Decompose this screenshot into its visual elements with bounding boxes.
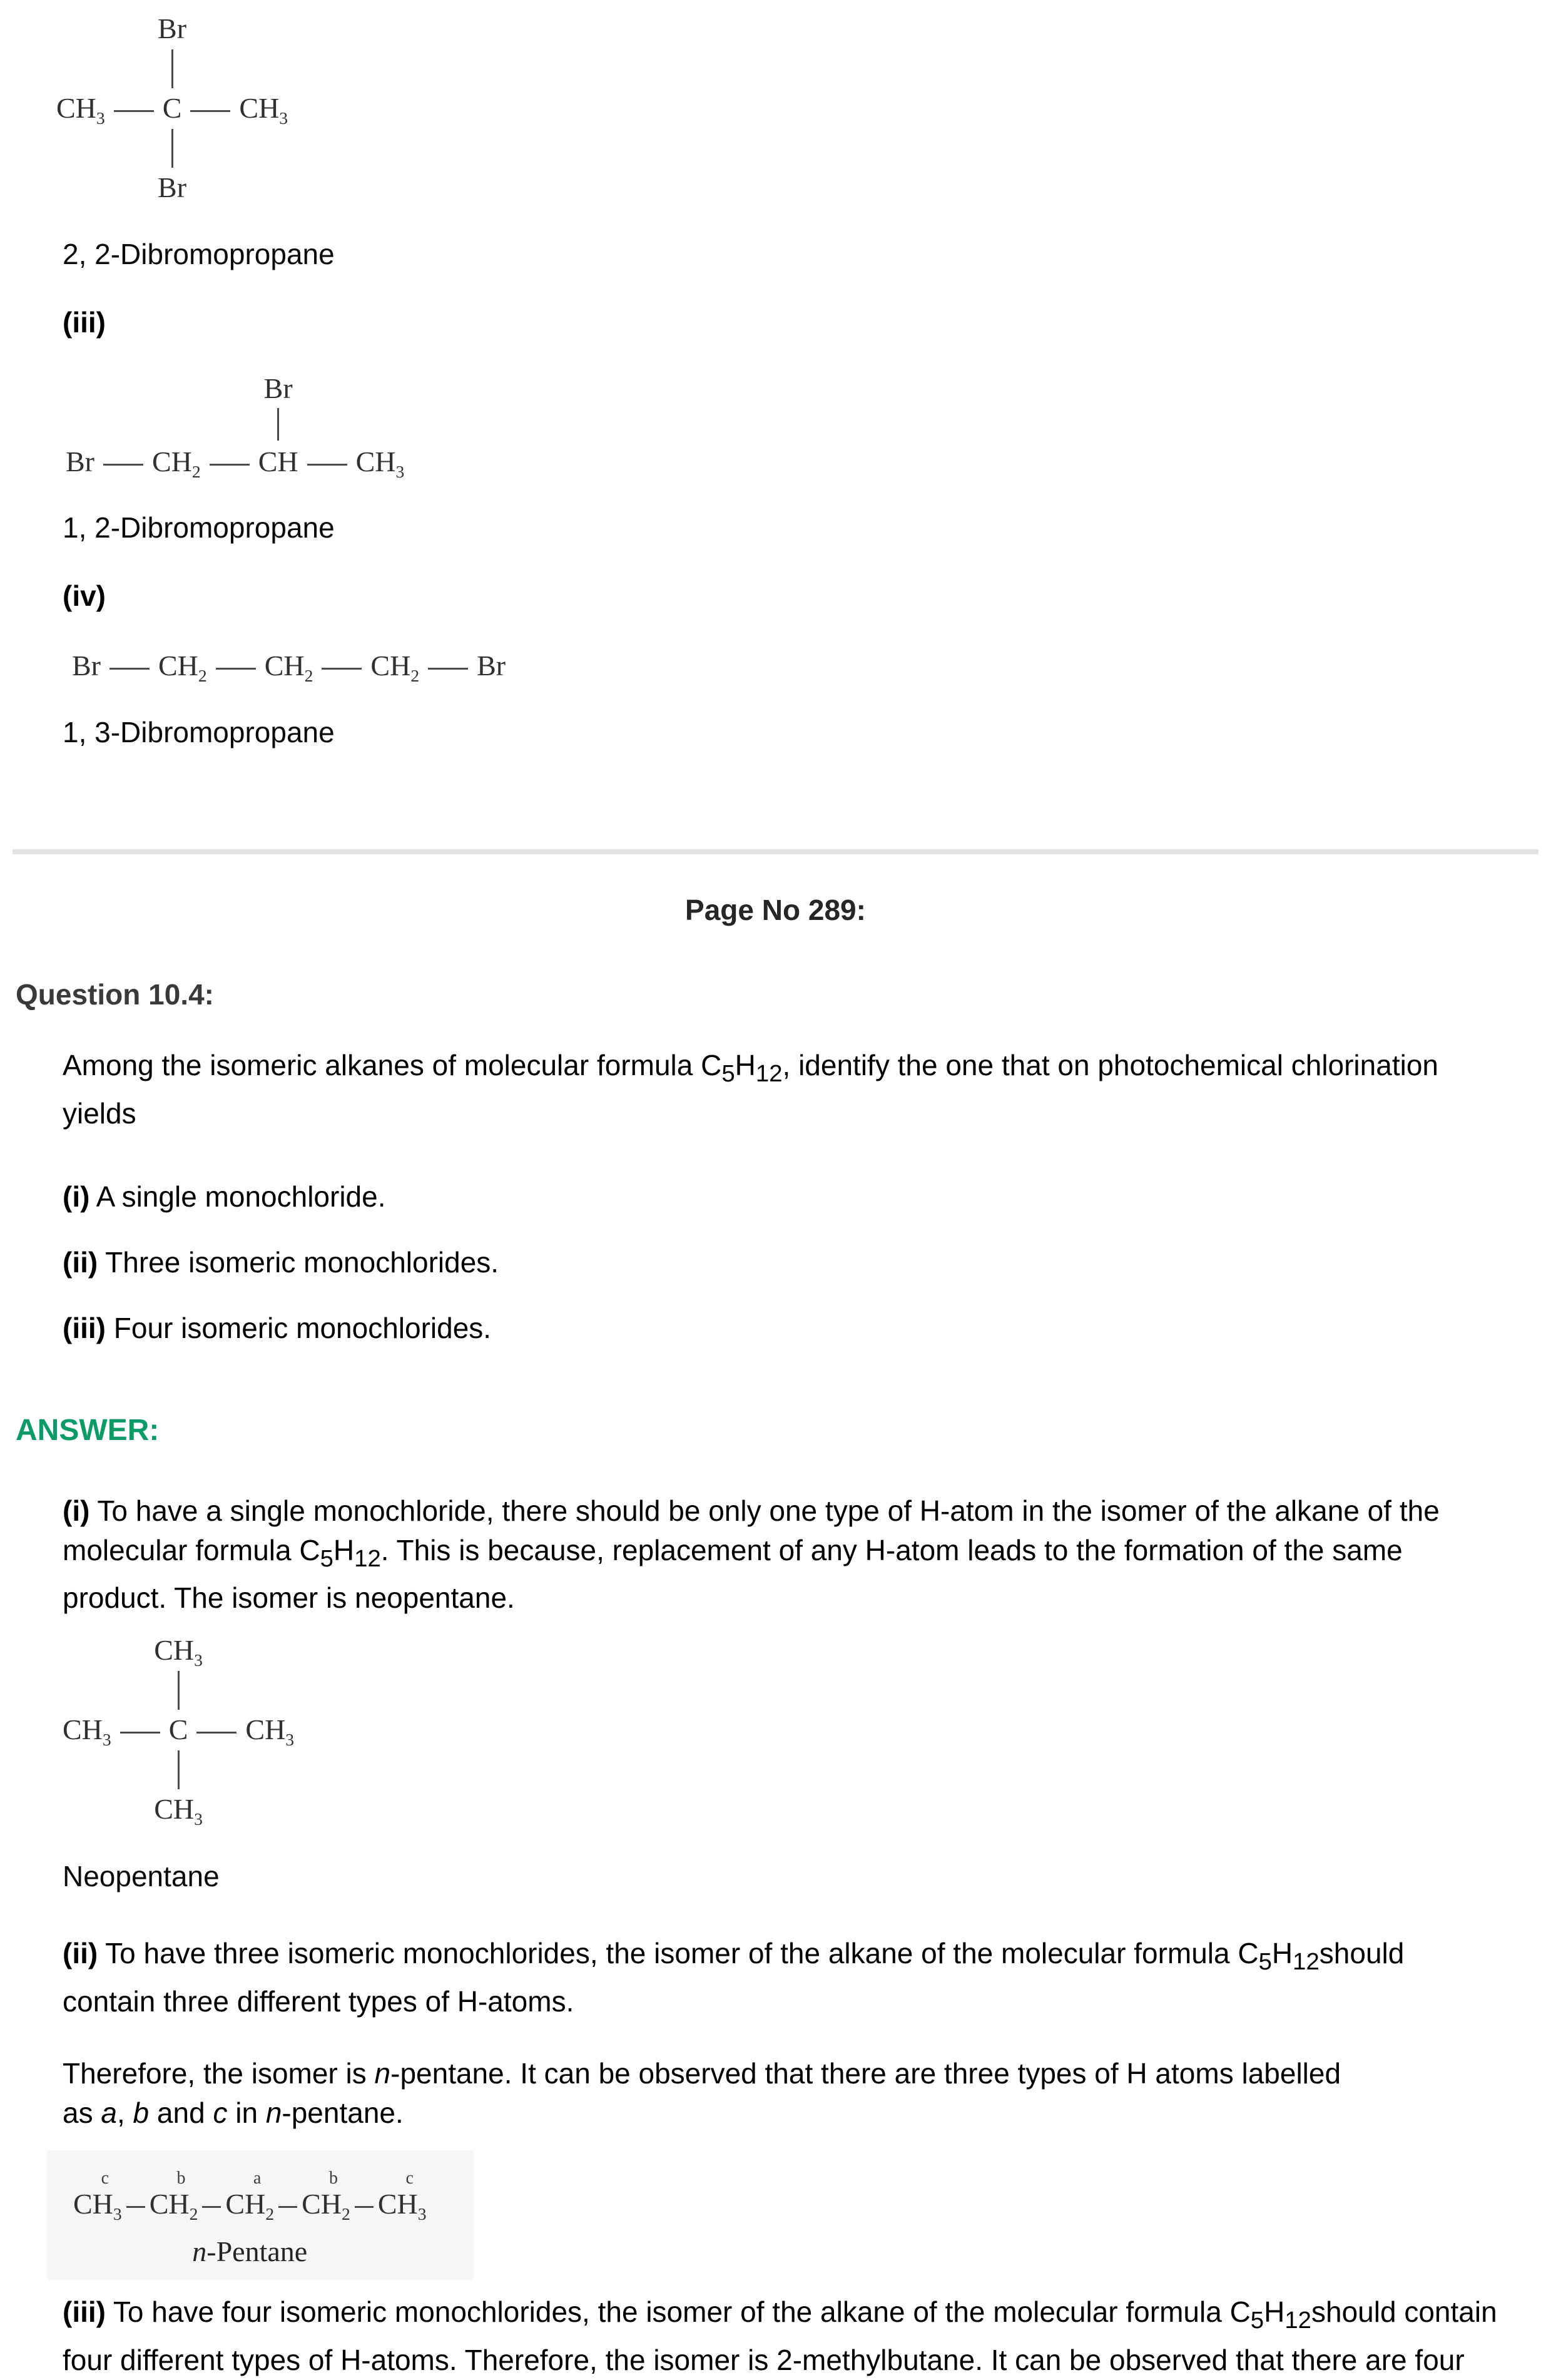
option-text: Three isomeric monochlorides. (98, 1245, 499, 1279)
bond-vertical (178, 1671, 180, 1710)
answer-paragraph-ii (63, 1934, 1498, 2021)
bond-horizontal (278, 2206, 297, 2208)
atom-br: Br (72, 650, 101, 682)
atom-left: $CH_3$ (63, 1713, 111, 1749)
paragraph-prefix: (ii) (63, 1937, 98, 1970)
paragraph-prefix: (iii) (63, 2296, 106, 2329)
atom-ch2: $CH_2$ (225, 2187, 275, 2224)
atom-ch2: $CH_2$ (158, 650, 207, 686)
section-divider (13, 849, 1538, 854)
question-heading: Question 10.4: (16, 978, 214, 1011)
caption-n-pentane: n-Pentane (192, 2235, 308, 2268)
therefore-line-2: as a, b and c in n-pentane. (63, 2096, 404, 2129)
option-prefix: (ii) (63, 1245, 98, 1279)
atom-center: C (168, 1713, 188, 1745)
atom-left: $CH_3$ (56, 91, 105, 128)
bond-horizontal (202, 2206, 221, 2208)
atom-ch2: $CH_2$ (152, 445, 201, 481)
structure-1-2-dibromopropane (66, 372, 1498, 479)
atom-ch3: $CH_3$ (377, 2187, 427, 2224)
h-type-label: c (101, 2168, 109, 2188)
unit-ch2-b (149, 2168, 198, 2224)
atom-ch3: $CH_3$ (355, 445, 405, 481)
answer-paragraph-therefore (63, 2054, 1498, 2133)
bond-vertical (178, 1750, 180, 1789)
bond-vertical (277, 408, 279, 441)
unit-ch2-b2 (302, 2168, 350, 2224)
atom-top: $CH_3$ (154, 1633, 203, 1670)
unit-ch3-c (73, 2168, 122, 2224)
question-option-ii (63, 1243, 1498, 1282)
figure-n-pentane (47, 2150, 474, 2280)
main-chain (63, 1713, 294, 1747)
atom-bottom: Br (158, 171, 187, 203)
atom-ch2: $CH_2$ (302, 2187, 350, 2224)
bond-horizontal (120, 1732, 160, 1734)
atom-br: Br (477, 650, 506, 682)
bond-horizontal (103, 464, 143, 466)
figure-n-pentane-wrapper (63, 2150, 1498, 2280)
paragraph-text: To have four isomeric monochlorides, the isomer of the alkane of the molecular formula $C_5H_{12}should$ contain four different types of H-atoms. Therefore, the isomer is 2-methylbutane. It can be observed that there are four (63, 2296, 1497, 2376)
h-type-label: b (176, 2168, 186, 2188)
bond-horizontal (322, 668, 362, 670)
bond-horizontal (216, 668, 256, 670)
branched-atom (258, 372, 298, 479)
answer-paragraph-i (63, 1491, 1498, 1618)
paragraph-prefix: (i) (63, 1494, 90, 1527)
bond-vertical (171, 129, 173, 168)
caption-1-3-dibromopropane: 1, 3-Dibromopropane (63, 716, 335, 749)
paragraph-text: To have a single monochloride, there should be only one type of H-atom in the isomer of the alkane of the molecular formula $C_5H_{12}$. This is because, replacement of any H-atom leads to the formation of the same product. The isomer is neopentane. (63, 1494, 1440, 1614)
main-chain (56, 91, 288, 128)
atom-top: Br (158, 13, 187, 44)
bond-horizontal (210, 464, 250, 466)
atom-ch: CH (258, 445, 298, 478)
atom-br: Br (66, 445, 94, 478)
option-prefix: (i) (63, 1180, 90, 1213)
answer-paragraph-iii (63, 2292, 1498, 2379)
option-prefix: (iii) (63, 1311, 106, 1344)
bond-horizontal (109, 668, 150, 670)
atom-bottom: $CH_3$ (154, 1792, 203, 1829)
atom-right: $CH_3$ (245, 1713, 295, 1749)
caption-neopentane: Neopentane (63, 1860, 220, 1893)
answer-heading: ANSWER: (16, 1413, 160, 1447)
label-iv: (iv) (63, 580, 106, 613)
atom-ch2: $CH_2$ (149, 2187, 198, 2224)
atom-ch3: $CH_3$ (73, 2187, 122, 2224)
bond-horizontal (307, 464, 347, 466)
bond-horizontal (190, 110, 230, 112)
structure-1-3-dibromopropane (72, 650, 1498, 686)
question-option-iii (63, 1309, 1498, 1348)
h-type-label: a (253, 2168, 262, 2188)
therefore-line-1: Therefore, the isomer is n-pentane. It can be observed that there are three types of H atoms labelled (63, 2056, 1341, 2090)
structure-n-pentane (73, 2168, 427, 2224)
atom-right: $CH_3$ (239, 91, 288, 128)
h-type-label: b (328, 2168, 338, 2188)
atom-branch-br: Br (263, 372, 293, 404)
atom-ch2: $CH_2$ (370, 650, 420, 686)
bond-horizontal (196, 1732, 236, 1734)
unit-ch3-c2 (377, 2168, 427, 2224)
unit-ch2-a (225, 2168, 275, 2224)
bond-horizontal (428, 668, 468, 670)
caption-1-2-dibromopropane: 1, 2-Dibromopropane (63, 511, 335, 544)
page-number-heading: Page No 289: (685, 894, 866, 927)
bond-horizontal (355, 2206, 374, 2208)
structure-2-2-dibromopropane (56, 13, 288, 205)
bond-vertical (171, 49, 173, 88)
label-iii: (iii) (63, 305, 106, 339)
question-body: Among the isomeric alkanes of molecular formula $C_5H_{12}$, identify the one that on photochemical chlorination yields (63, 1049, 1438, 1130)
question-option-i (63, 1177, 1498, 1217)
structure-neopentane (63, 1633, 295, 1829)
paragraph-text: To have three isomeric monochlorides, the isomer of the alkane of the molecular formula $C_5H_{12}should$ contain three different types of H-atoms. (63, 1937, 1405, 2018)
bond-horizontal (126, 2206, 145, 2208)
atom-center: C (162, 91, 182, 124)
option-text: Four isomeric monochlorides. (105, 1311, 492, 1344)
bond-horizontal (114, 110, 154, 112)
atom-ch2: $CH_2$ (264, 650, 313, 686)
caption-2-2-dibromopropane: 2, 2-Dibromopropane (63, 237, 335, 270)
h-type-label: c (405, 2168, 414, 2188)
option-text: A single monochloride. (89, 1180, 386, 1213)
